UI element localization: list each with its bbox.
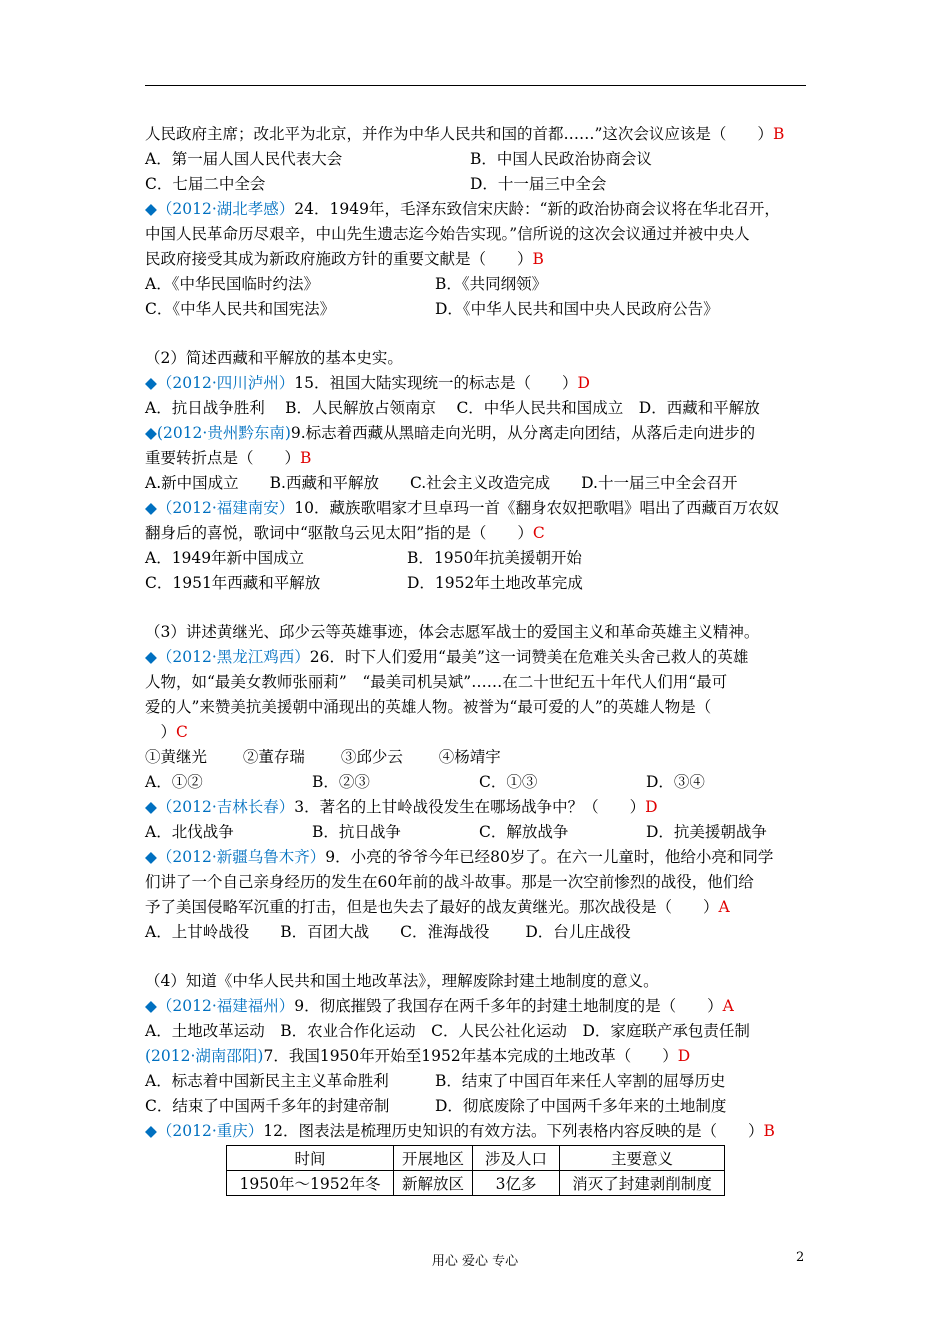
question-line bbox=[145, 371, 810, 396]
table-header-cell: 主要意义 bbox=[560, 1146, 725, 1171]
choice-items: ①黄继光 ②董存瑞 ③邱少云 ④杨靖宇 bbox=[145, 748, 501, 766]
text-line bbox=[145, 895, 810, 920]
source-tag: ◆（2012·重庆） bbox=[145, 1122, 264, 1140]
text-line bbox=[145, 122, 810, 147]
option: A．《中华民国临时约法》 bbox=[145, 275, 319, 293]
options-text: A．抗日战争胜利 B．人民解放占领南京 C．中华人民共和国成立 D．西藏和平解放 bbox=[145, 399, 760, 417]
option: B．抗日战争 bbox=[312, 823, 401, 841]
option: B．结束了中国百年来任人宰割的屈辱历史 bbox=[435, 1072, 726, 1090]
answer-mark: B bbox=[772, 125, 785, 143]
text-line bbox=[145, 521, 810, 546]
option: D．十一届三中全会 bbox=[470, 175, 607, 193]
option: B．②③ bbox=[312, 773, 370, 791]
option: C．①③ bbox=[479, 773, 538, 791]
question-text: 24．1949年，毛泽东致信宋庆龄：“新的政治协商会议将在华北召开， bbox=[294, 200, 780, 218]
option-row bbox=[145, 272, 810, 297]
option-row bbox=[145, 820, 810, 845]
answer-mark: D bbox=[677, 1047, 691, 1065]
section-title: （2）简述西藏和平解放的基本史实。 bbox=[145, 349, 403, 367]
option: D．③④ bbox=[646, 773, 705, 791]
option: C．1951年西藏和平解放 bbox=[145, 574, 321, 592]
table-cell: 新解放区 bbox=[394, 1171, 473, 1196]
table-header-cell: 开展地区 bbox=[394, 1146, 473, 1171]
question-line bbox=[145, 1119, 810, 1144]
header-rule bbox=[145, 85, 806, 86]
option-row bbox=[145, 546, 810, 571]
section-heading bbox=[145, 969, 810, 994]
options-text: A．上甘岭战役 B．百团大战 C．淮海战役 D．台儿庄战役 bbox=[145, 923, 631, 941]
option-row bbox=[145, 297, 810, 322]
question-text: 中国人民革命历尽艰辛，中山先生遗志迄今始告实现。”信所说的这次会议通过并被中央人 bbox=[145, 225, 750, 243]
page-number: 2 bbox=[796, 1250, 805, 1265]
option: C．《中华人民共和国宪法》 bbox=[145, 300, 336, 318]
question-text: 15．祖国大陆实现统一的标志是（ ） bbox=[294, 374, 578, 392]
question-text: 10．藏族歌唱家才旦卓玛一首《翻身农奴把歌唱》唱出了西藏百万农奴 bbox=[294, 499, 780, 517]
option: B．中国人民政治协商会议 bbox=[470, 150, 652, 168]
question-text: 26．时下人们爱用“最美”这一词赞美在危难关头舍己救人的英雄 bbox=[309, 648, 749, 666]
answer-mark: C bbox=[532, 524, 545, 542]
question-text: 翻身后的喜悦，歌词中“驱散乌云见太阳”指的是（ ） bbox=[145, 524, 533, 542]
option: B．1950年抗美援朝开始 bbox=[407, 549, 582, 567]
question-text: 予了美国侵略军沉重的打击，但是也失去了最好的战友黄继光。那次战役是（ ） bbox=[145, 898, 719, 916]
option: A．①② bbox=[145, 773, 203, 791]
answer-mark: C bbox=[176, 723, 188, 741]
summary-table bbox=[226, 1145, 725, 1196]
question-text: 3．著名的上甘岭战役发生在哪场战争中？（ ） bbox=[294, 798, 646, 816]
option: D．1952年土地改革完成 bbox=[407, 574, 583, 592]
source-tag: ◆（2012·新疆乌鲁木齐） bbox=[145, 848, 326, 866]
section-title: （4）知道《中华人民共和国土地改革法》，理解废除封建土地制度的意义。 bbox=[145, 972, 659, 990]
option-row bbox=[145, 571, 810, 596]
section-title: （3）讲述黄继光、邱少云等英雄事迹，体会志愿军战士的爱国主义和革命英雄主义精神。 bbox=[145, 623, 760, 641]
option: A．北伐战争 bbox=[145, 823, 234, 841]
text-line bbox=[145, 695, 810, 720]
answer-mark: D bbox=[645, 798, 658, 816]
option: D．《中华人民共和国中央人民政府公告》 bbox=[435, 300, 719, 318]
question-line bbox=[145, 197, 810, 222]
table-row bbox=[227, 1171, 725, 1196]
question-line bbox=[145, 421, 810, 446]
question-line bbox=[145, 645, 810, 670]
text-line bbox=[145, 446, 810, 471]
question-line bbox=[145, 496, 810, 521]
question-text: ） bbox=[145, 723, 177, 741]
option: C．解放战争 bbox=[479, 823, 569, 841]
source-tag: ◆（2012·福建南安） bbox=[145, 499, 295, 517]
source-tag: (2012·湖南邵阳) bbox=[145, 1047, 264, 1065]
question-text: 人物，如“最美女教师张丽莉” “最美司机吴斌”……在二十世纪五十年代人们用“最可 bbox=[145, 673, 728, 691]
text-line bbox=[145, 222, 810, 247]
question-line bbox=[145, 845, 810, 870]
options-text: A．土地改革运动 B．农业合作化运动 C．人民公社化运动 D．家庭联产承包责任制 bbox=[145, 1022, 750, 1040]
question-text: 们讲了一个自己亲身经历的发生在60年前的战斗故事。那是一次空前惨烈的战役，他们给 bbox=[145, 873, 754, 891]
option-row bbox=[145, 396, 810, 421]
table-header-cell: 涉及人口 bbox=[473, 1146, 560, 1171]
answer-mark: D bbox=[577, 374, 590, 392]
option: C．七届二中全会 bbox=[145, 175, 266, 193]
option: A．标志着中国新民主主义革命胜利 bbox=[145, 1072, 389, 1090]
option: D．抗美援朝战争 bbox=[646, 823, 767, 841]
question-text: 12．图表法是梳理历史知识的有效方法。下列表格内容反映的是（ ） bbox=[263, 1122, 764, 1140]
source-tag: ◆（2012·四川泸州） bbox=[145, 374, 295, 392]
question-text: 人民政府主席；改北平为北京，并作为中华人民共和国的首都……”这次会议应该是（ ） bbox=[145, 125, 773, 143]
question-text: 9．小亮的爷爷今年已经80岁了。在六一儿童时，他给小亮和同学 bbox=[325, 848, 774, 866]
question-text: 民政府接受其成为新政府施政方针的重要文献是（ ） bbox=[145, 250, 533, 268]
option-row bbox=[145, 147, 810, 172]
option-row bbox=[145, 172, 810, 197]
text-line bbox=[145, 247, 810, 272]
option: B．《共同纲领》 bbox=[435, 275, 548, 293]
answer-mark: B bbox=[763, 1122, 775, 1140]
source-tag: ◆（2012·吉林长春） bbox=[145, 798, 295, 816]
options-text: A.新中国成立 B.西藏和平解放 C.社会主义改造完成 D.十一届三中全会召开 bbox=[145, 474, 738, 492]
section-heading bbox=[145, 620, 810, 645]
table-cell: 1950年～1952年冬 bbox=[227, 1171, 394, 1196]
option-row bbox=[145, 920, 810, 945]
question-line bbox=[145, 795, 810, 820]
answer-mark: B bbox=[300, 449, 312, 467]
question-text: 爱的人”来赞美抗美援朝中涌现出的英雄人物。被誉为“最可爱的人”的英雄人物是（ bbox=[145, 698, 712, 716]
table-header-row bbox=[227, 1146, 725, 1171]
question-text: 重要转折点是（ ） bbox=[145, 449, 301, 467]
answer-mark: A bbox=[722, 997, 734, 1015]
question-text: 9．彻底摧毁了我国存在两千多年的封建土地制度的是（ ） bbox=[294, 997, 723, 1015]
source-tag: ◆（2012·黑龙江鸡西） bbox=[145, 648, 310, 666]
text-line bbox=[145, 670, 810, 695]
table-cell: 消灭了封建剥削制度 bbox=[560, 1171, 725, 1196]
answer-mark: A bbox=[718, 898, 730, 916]
option-row bbox=[145, 1094, 810, 1119]
source-tag: ◆（2012·湖北孝感） bbox=[145, 200, 295, 218]
choice-list bbox=[145, 745, 810, 770]
question-line bbox=[145, 994, 810, 1019]
question-text: 7．我国1950年开始至1952年基本完成的土地改革（ ） bbox=[263, 1047, 678, 1065]
option: A．第一届人国人民代表大会 bbox=[145, 150, 343, 168]
option: A．1949年新中国成立 bbox=[145, 549, 305, 567]
page-content bbox=[145, 122, 810, 1144]
table-cell: 3亿多 bbox=[473, 1171, 560, 1196]
text-line bbox=[145, 720, 810, 745]
option: C．结束了中国两千多年的封建帝制 bbox=[145, 1097, 390, 1115]
question-text: 9.标志着西藏从黑暗走向光明，从分离走向团结，从落后走向进步的 bbox=[290, 424, 756, 442]
source-tag: ◆(2012·贵州黔东南) bbox=[145, 424, 291, 442]
option: D．彻底废除了中国两千多年来的土地制度 bbox=[435, 1097, 727, 1115]
source-tag: ◆（2012·福建福州） bbox=[145, 997, 295, 1015]
question-line bbox=[145, 1044, 810, 1069]
table-header-cell: 时间 bbox=[227, 1146, 394, 1171]
section-heading bbox=[145, 346, 810, 371]
option-row bbox=[145, 1019, 810, 1044]
text-line bbox=[145, 870, 810, 895]
option-row bbox=[145, 770, 810, 795]
option-row bbox=[145, 1069, 810, 1094]
option-row bbox=[145, 471, 810, 496]
page-footer: 用心 爱心 专心 bbox=[431, 1254, 519, 1269]
answer-mark: B bbox=[532, 250, 544, 268]
